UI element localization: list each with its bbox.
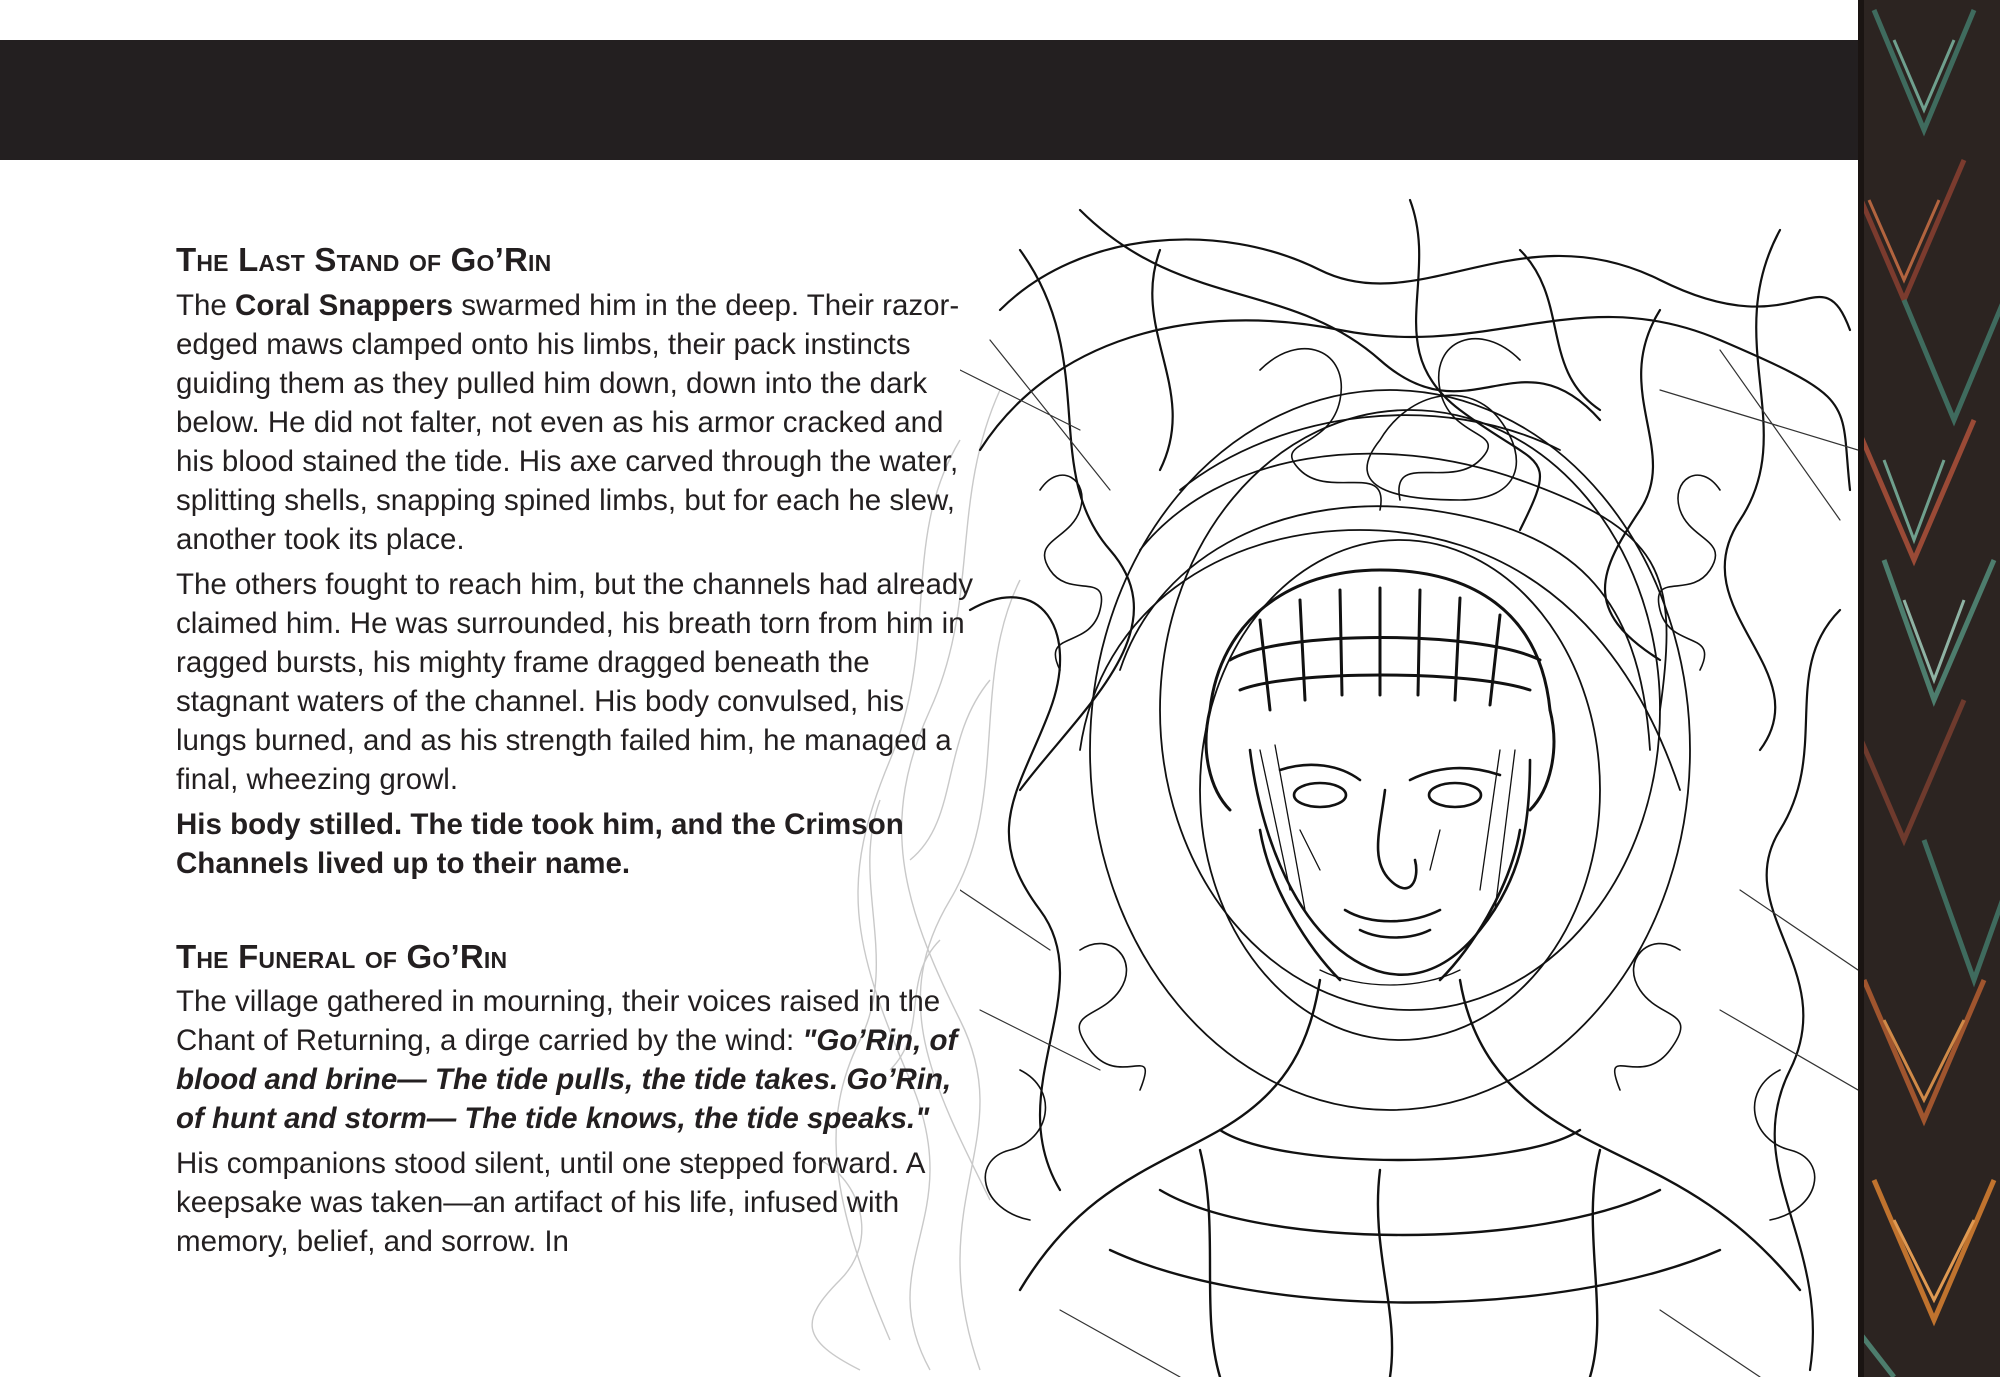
paragraph-body-stilled bbox=[176, 805, 976, 883]
main-text-column bbox=[176, 240, 976, 1267]
paragraph-keepsake: His companions stood silent, until one stepped forward. A keepsake was taken—an artifact of his life, infused with memory, belief, and sorrow. In bbox=[176, 1147, 924, 1259]
paragraph-chant-of-returning bbox=[176, 982, 976, 1138]
paragraph-rest: swarmed him in the deep. Their razor-edged maws clamped onto his limbs, their pack instincts guiding them as they pulled him down, down into the dark below. He did not falter, not even as his armor cracked and his blood stained the tide. His axe carved through the water, splitting shells, snapping spined limbs, but for each he slew, another took its place. bbox=[176, 288, 960, 556]
paragraph-lead: The bbox=[176, 288, 236, 322]
decorative-side-border bbox=[1858, 0, 2000, 1377]
paragraph-coral-snappers bbox=[176, 286, 976, 559]
coral-snappers-term: Coral Snappers bbox=[235, 288, 454, 322]
section-title-last-stand: The Last Stand of Go’Rin bbox=[176, 241, 552, 278]
paragraph-channels-claimed: The others fought to reach him, but the channels had already claimed him. He was surrounded, his breath torn from him in ragged bursts, his mighty frame dragged beneath the stagnant waters of the channel. His body convulsed, his lungs burned, and as his strength failed him, he managed a final, wheezing growl. bbox=[176, 567, 974, 796]
header-band bbox=[0, 40, 1858, 160]
section-title-funeral: The Funeral of Go’Rin bbox=[176, 937, 508, 975]
ink-sketch-portrait bbox=[960, 190, 1858, 1377]
body-stilled-text: His body stilled. The tide took him, and the Crimson Channels lived up to their name. bbox=[176, 807, 904, 880]
paragraph-lead: The village gathered in mourning, their voices raised in the Chant of Returning, a dirge carried by the wind: bbox=[176, 985, 941, 1058]
section-spacer bbox=[176, 889, 976, 937]
chant-quote: "Go’Rin, of blood and brine— The tide pulls, the tide takes. Go’Rin, of hunt and storm— The tide knows, the tide speaks." bbox=[176, 1024, 958, 1136]
